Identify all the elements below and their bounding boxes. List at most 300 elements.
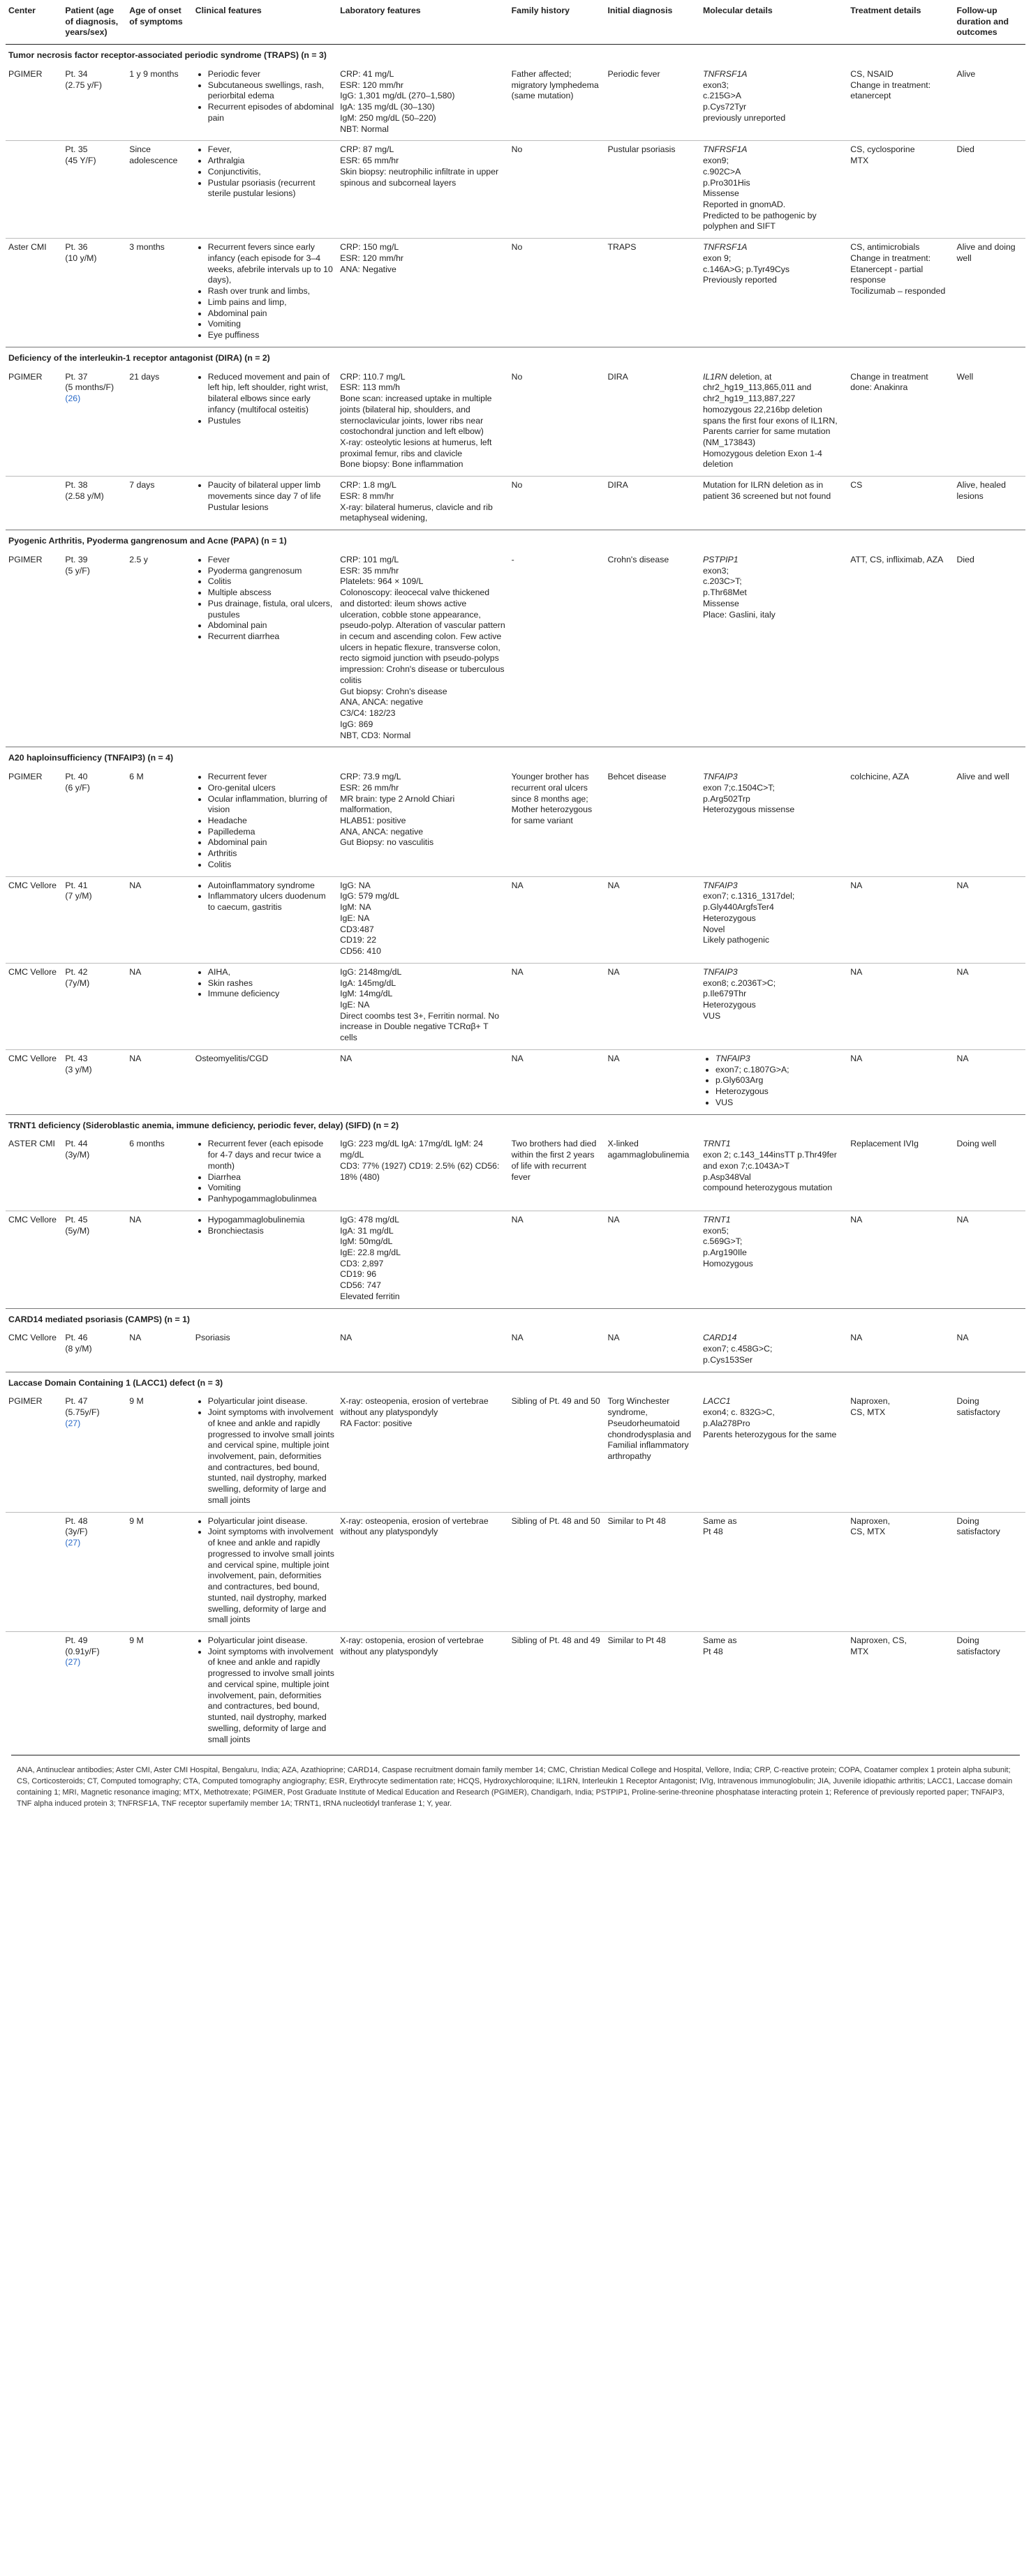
onset-cell bbox=[126, 1049, 193, 1114]
treatment-line: CS, MTX bbox=[850, 1407, 886, 1418]
clinical-feature-item: • Periodic fever bbox=[208, 69, 334, 80]
patient-line: (3y/M) bbox=[65, 1150, 90, 1160]
molecular-line: Pt 48 bbox=[702, 1527, 723, 1537]
followup-outcome: Doing satisfactory bbox=[956, 1396, 1000, 1418]
patient-cell bbox=[62, 66, 126, 141]
molecular-line: c.203C>T; bbox=[702, 576, 742, 587]
center-cell bbox=[6, 963, 62, 1049]
lab-cell bbox=[337, 1632, 508, 1751]
treatment-line: CS, MTX bbox=[850, 1527, 886, 1537]
molecular-detail-item: • Heterozygous bbox=[715, 1086, 845, 1098]
molecular-line: c.902C>A bbox=[702, 166, 741, 177]
onset-value: 6 M bbox=[129, 772, 144, 782]
lab-line: X-ray: ostopenia, erosion of vertebrae without any platyspondyly bbox=[340, 1635, 484, 1656]
lab-line: X-ray: bilateral humerus, clavicle and rib metaphyseal widening, bbox=[340, 502, 493, 523]
patient-line: Pt. 49 bbox=[65, 1635, 88, 1645]
lab-line: X-ray: osteolytic lesions at humerus, left proximal femur, ribs and clavicle bbox=[340, 437, 492, 458]
molecular-line: Homozygous deletion Exon 1-4 deletion bbox=[702, 448, 822, 470]
patient-cell bbox=[62, 1393, 126, 1512]
patient-line: Pt. 41 bbox=[65, 880, 88, 890]
patient-line: (2.75 y/F) bbox=[65, 80, 102, 90]
lab-line: CRP: 1.8 mg/L bbox=[340, 480, 396, 491]
treatment-line: NA bbox=[850, 880, 863, 890]
clinical-feature-item: • Skin rashes bbox=[208, 978, 334, 989]
clinical-feature-item: • Pyoderma gangrenosum bbox=[208, 566, 334, 577]
onset-cell bbox=[126, 141, 193, 239]
patient-line: Pt. 48 bbox=[65, 1515, 88, 1526]
onset-cell bbox=[126, 1329, 193, 1372]
initial-diagnosis: Similar to Pt 48 bbox=[607, 1515, 666, 1526]
patient-line: (10 y/M) bbox=[65, 253, 97, 263]
molecular-line: exon3; bbox=[702, 565, 729, 576]
patient-cell bbox=[62, 239, 126, 347]
patient-line: (26) bbox=[65, 394, 81, 404]
clinical-feature-item: • Autoinflammatory syndrome bbox=[208, 881, 334, 892]
lab-line: ANA, ANCA: negative bbox=[340, 826, 424, 837]
onset-value: 7 days bbox=[129, 480, 155, 491]
onset-value: Since adolescence bbox=[129, 144, 178, 166]
treatment-line: CS, antimicrobials bbox=[850, 242, 920, 253]
clinical-feature-list bbox=[195, 881, 334, 913]
lab-line: Bone biopsy: Bone inflammation bbox=[340, 459, 463, 470]
clinical-feature-item: • Pustules bbox=[208, 416, 334, 427]
family-history: No bbox=[511, 144, 523, 155]
center-name: CMC Vellore bbox=[8, 1214, 57, 1225]
onset-value: 9 M bbox=[129, 1396, 144, 1407]
clinical-feature-list bbox=[195, 69, 334, 124]
initial-diagnosis: Pustular psoriasis bbox=[607, 144, 676, 155]
section-header-row bbox=[6, 45, 1025, 66]
treatment-line: Replacement IVIg bbox=[850, 1139, 919, 1149]
followup-cell bbox=[954, 551, 1025, 747]
treatment-line: MTX bbox=[850, 1646, 869, 1656]
patient-line: (5 months/F) bbox=[65, 382, 114, 393]
molecular-line: Same as bbox=[702, 1635, 737, 1645]
molecular-line: Predicted to be pathogenic by polyphen and SIFT bbox=[702, 210, 817, 232]
lab-line: CD3: 2,897 bbox=[340, 1258, 384, 1268]
initial-diagnosis: NA bbox=[607, 1333, 620, 1343]
family-history-cell bbox=[509, 1211, 605, 1308]
molecular-line: exon8; c.2036T>C; bbox=[702, 978, 776, 988]
initial-diagnosis: Behcet disease bbox=[607, 772, 667, 782]
lab-cell bbox=[337, 1049, 508, 1114]
lab-line: IgA: 135 mg/dL (30–130) bbox=[340, 102, 435, 112]
family-history-cell bbox=[509, 963, 605, 1049]
table-row bbox=[6, 876, 1025, 963]
family-history-cell bbox=[509, 1632, 605, 1751]
followup-cell bbox=[954, 239, 1025, 347]
lab-line: Platelets: 964 × 109/L bbox=[340, 576, 424, 587]
family-history: Father affected; migratory lymphedema (same mutation) bbox=[511, 68, 599, 101]
header-row bbox=[6, 3, 1025, 45]
molecular-line: Pt 48 bbox=[702, 1646, 723, 1656]
initial-diagnosis-cell bbox=[604, 551, 700, 747]
center-name: PGIMER bbox=[8, 1396, 43, 1407]
followup-outcome: NA bbox=[956, 966, 969, 977]
lab-line: RA Factor: positive bbox=[340, 1418, 413, 1428]
patient-line: Pt. 40 bbox=[65, 772, 88, 782]
gene-symbol: IL1RN bbox=[702, 371, 727, 382]
clinical-feature-item: • Inflammatory ulcers duodenum to caecum, gastritis bbox=[208, 891, 334, 913]
lab-line: X-ray: osteopenia, erosion of vertebrae without any platyspondyly bbox=[340, 1515, 489, 1537]
followup-cell bbox=[954, 1632, 1025, 1751]
patient-cell bbox=[62, 876, 126, 963]
header-cell: Patient (age of diagnosis, years/sex) bbox=[62, 3, 126, 45]
center-name: ASTER CMI bbox=[8, 1139, 55, 1149]
molecular-line: p.Gly440ArgfsTer4 bbox=[702, 902, 774, 913]
lab-line: IgG: 869 bbox=[340, 719, 373, 729]
patient-cell bbox=[62, 768, 126, 876]
molecular-line: TRNT1 bbox=[702, 1214, 731, 1225]
treatment-line: NA bbox=[850, 966, 863, 977]
table-row bbox=[6, 1512, 1025, 1631]
clinical-feature-list bbox=[195, 242, 334, 341]
center-cell bbox=[6, 1049, 62, 1114]
initial-diagnosis-cell bbox=[604, 1393, 700, 1512]
table-row bbox=[6, 1135, 1025, 1211]
lab-cell bbox=[337, 963, 508, 1049]
clinical-feature-item: • Hypogammaglobulinemia bbox=[208, 1215, 334, 1226]
molecular-line: p.Arg502Trp bbox=[702, 793, 750, 804]
patient-line: (27) bbox=[65, 1538, 81, 1548]
lab-line: Colonoscopy: ileocecal valve thickened and distorted: ileum shows active ulceration, cobble stone appearance, pseudo-polyp. Alteration of vascular pattern in cecum and ascending colon. Few active ulcers in hepatic flexure, transverse colon, recto sigmoid junction with pseudo-polyps impression: Crohn's disease or tuberculous colitis bbox=[340, 587, 505, 685]
onset-value: 6 months bbox=[129, 1139, 165, 1149]
molecular-line: Parents heterozygous for the same bbox=[702, 1429, 837, 1439]
lab-line: NA bbox=[340, 1053, 353, 1063]
patient-line: Pt. 43 bbox=[65, 1053, 88, 1063]
initial-diagnosis: DIRA bbox=[607, 371, 628, 382]
followup-outcome: Alive and doing well bbox=[956, 242, 1016, 263]
center-name: PGIMER bbox=[8, 772, 43, 782]
header-cell: Center bbox=[6, 3, 62, 45]
section-header-row bbox=[6, 347, 1025, 368]
lab-line: Bone scan: increased uptake in multiple joints (bilateral hip, shoulders, and sternoclavicular joints, lower ribs near costochondral junction and left elbow) bbox=[340, 394, 492, 437]
center-cell bbox=[6, 477, 62, 530]
family-history: Sibling of Pt. 49 and 50 bbox=[511, 1396, 600, 1407]
lab-cell bbox=[337, 1512, 508, 1631]
initial-diagnosis: NA bbox=[607, 1214, 620, 1225]
molecular-detail-item: • TNFAIP3 bbox=[715, 1054, 845, 1065]
clinical-feature-item: • Vomiting bbox=[208, 1183, 334, 1194]
header-cell: Initial diagnosis bbox=[604, 3, 700, 45]
clinical-feature-item: • Headache bbox=[208, 816, 334, 827]
clinical-cell bbox=[193, 551, 337, 747]
followup-outcome: NA bbox=[956, 1333, 969, 1343]
lab-line: X-ray: osteopenia, erosion of vertebrae without any platyspondyly bbox=[340, 1396, 489, 1418]
treatment-line: Naproxen, bbox=[850, 1515, 891, 1526]
patient-line: (27) bbox=[65, 1657, 81, 1668]
molecular-line: Same as bbox=[702, 1515, 737, 1526]
initial-diagnosis-cell bbox=[604, 66, 700, 141]
clinical-feature-item: • Polyarticular joint disease. bbox=[208, 1396, 334, 1407]
onset-value: 21 days bbox=[129, 371, 160, 382]
lab-line: CD3: 77% (1927) CD19: 2.5% (62) CD56: 18% (480) bbox=[340, 1160, 500, 1182]
lab-line: CRP: 73.9 mg/L bbox=[340, 772, 401, 782]
molecular-line: c.569G>T; bbox=[702, 1236, 743, 1247]
treatment-line: CS, NSAID bbox=[850, 68, 893, 79]
clinical-feature-item: • Abdominal pain bbox=[208, 837, 334, 848]
onset-cell bbox=[126, 1512, 193, 1631]
treatment-line: NA bbox=[850, 1214, 863, 1225]
initial-diagnosis: Similar to Pt 48 bbox=[607, 1635, 666, 1645]
family-history: NA bbox=[511, 966, 524, 977]
clinical-feature-list bbox=[195, 372, 334, 427]
clinical-cell bbox=[193, 66, 337, 141]
patient-line: Pt. 46 bbox=[65, 1333, 88, 1343]
followup-cell bbox=[954, 963, 1025, 1049]
lab-line: IgG: 478 mg/dL bbox=[340, 1214, 399, 1225]
patient-cell bbox=[62, 368, 126, 477]
table-row bbox=[6, 1329, 1025, 1372]
patient-line: (7 y/M) bbox=[65, 891, 92, 901]
family-history-cell bbox=[509, 368, 605, 477]
molecular-line: exon9; bbox=[702, 156, 729, 166]
treatment-cell bbox=[847, 239, 954, 347]
lab-line: Elevated ferritin bbox=[340, 1291, 400, 1301]
molecular-line: p.Cys153Ser bbox=[702, 1354, 753, 1365]
lab-line: CD56: 410 bbox=[340, 946, 381, 957]
lab-line: IgM: 250 mg/dL (50–220) bbox=[340, 112, 436, 123]
lab-line: IgE: 22.8 mg/dL bbox=[340, 1247, 401, 1257]
molecular-cell bbox=[700, 768, 847, 876]
followup-outcome: Doing satisfactory bbox=[956, 1635, 1000, 1656]
initial-diagnosis: X-linked agammaglobulinemia bbox=[607, 1139, 690, 1160]
clinical-feature-list bbox=[195, 772, 334, 871]
treatment-cell bbox=[847, 876, 954, 963]
lab-line: CD19: 22 bbox=[340, 935, 377, 945]
clinical-feature-item: • Polyarticular joint disease. bbox=[208, 1635, 334, 1647]
onset-cell bbox=[126, 1211, 193, 1308]
molecular-line: CARD14 bbox=[702, 1333, 737, 1343]
clinical-feature-item: • Recurrent diarrhea bbox=[208, 631, 334, 643]
onset-value: 3 months bbox=[129, 242, 165, 253]
treatment-cell bbox=[847, 768, 954, 876]
molecular-detail-item: • exon7; c.1807G>A; bbox=[715, 1065, 845, 1076]
molecular-line: p.Asp348Val bbox=[702, 1171, 751, 1182]
initial-diagnosis: Crohn's disease bbox=[607, 554, 669, 564]
family-history: NA bbox=[511, 880, 524, 890]
followup-cell bbox=[954, 141, 1025, 239]
followup-cell bbox=[954, 768, 1025, 876]
onset-value: 9 M bbox=[129, 1635, 144, 1645]
lab-line: CRP: 101 mg/L bbox=[340, 554, 399, 564]
family-history-cell bbox=[509, 1049, 605, 1114]
treatment-line: Naproxen, bbox=[850, 1396, 891, 1407]
initial-diagnosis-cell bbox=[604, 1632, 700, 1751]
treatment-line: CS bbox=[850, 480, 863, 491]
patient-line: (6 y/F) bbox=[65, 782, 90, 793]
header-cell: Molecular details bbox=[700, 3, 847, 45]
onset-cell bbox=[126, 551, 193, 747]
followup-cell bbox=[954, 1393, 1025, 1512]
onset-value: NA bbox=[129, 1333, 142, 1343]
molecular-line: exon3; bbox=[702, 80, 729, 90]
initial-diagnosis: DIRA bbox=[607, 480, 628, 491]
patient-line: Pt. 38 bbox=[65, 480, 88, 491]
molecular-cell bbox=[700, 876, 847, 963]
table-row bbox=[6, 768, 1025, 876]
onset-cell bbox=[126, 1632, 193, 1751]
lab-cell bbox=[337, 768, 508, 876]
molecular-line: and exon 7;c.1043A>T bbox=[702, 1160, 790, 1171]
clinical-feature-item: • Recurrent fever bbox=[208, 772, 334, 783]
molecular-line: TNFAIP3 bbox=[702, 772, 738, 782]
lab-line: IgM: NA bbox=[340, 902, 371, 913]
clinical-cell bbox=[193, 1329, 337, 1372]
molecular-cell bbox=[700, 1512, 847, 1631]
lab-cell bbox=[337, 66, 508, 141]
molecular-line: p.Ile679Thr bbox=[702, 989, 747, 999]
patient-cell bbox=[62, 1211, 126, 1308]
center-name: PGIMER bbox=[8, 68, 43, 79]
molecular-line: Reported in gnomAD. bbox=[702, 200, 786, 210]
family-history: NA bbox=[511, 1333, 524, 1343]
lab-line: HLAB51: positive bbox=[340, 816, 406, 825]
treatment-line: Change in treatment: etanercept bbox=[850, 80, 931, 101]
clinical-cell bbox=[193, 1135, 337, 1211]
molecular-line: Likely pathogenic bbox=[702, 935, 769, 945]
section-title: Pyogenic Arthritis, Pyoderma gangrenosum and Acne (PAPA) (n = 1) bbox=[6, 530, 1025, 551]
onset-value: NA bbox=[129, 1053, 142, 1063]
section-header-row bbox=[6, 1372, 1025, 1393]
molecular-line: TNFAIP3 bbox=[702, 880, 738, 890]
center-cell bbox=[6, 66, 62, 141]
lab-line: IgE: NA bbox=[340, 913, 370, 923]
family-history-cell bbox=[509, 477, 605, 530]
clinical-feature-item: • Diarrhea bbox=[208, 1172, 334, 1183]
treatment-cell bbox=[847, 1512, 954, 1631]
clinical-table bbox=[6, 3, 1025, 1751]
lab-cell bbox=[337, 1135, 508, 1211]
clinical-feature-item: • Recurrent episodes of abdominal pain bbox=[208, 102, 334, 123]
clinical-cell bbox=[193, 963, 337, 1049]
molecular-line: TNFRSF1A bbox=[702, 68, 748, 79]
molecular-line: Novel bbox=[702, 924, 725, 934]
clinical-feature-item: • Pustular psoriasis (recurrent sterile pustular lesions) bbox=[208, 178, 334, 200]
initial-diagnosis-cell bbox=[604, 368, 700, 477]
section-header-row bbox=[6, 1308, 1025, 1329]
clinical-feature-list bbox=[195, 144, 334, 200]
family-history-cell bbox=[509, 66, 605, 141]
followup-outcome: Alive, healed lesions bbox=[956, 480, 1006, 501]
clinical-feature-item: • Joint symptoms with involvement of knee and ankle and rapidly progressed to involve small joints and cervical spine, multiple joint involvement, pain, deformities and contractures, bed bound, stunted, nail dystrophy, marked swelling, deformity of large and small joints bbox=[208, 1647, 334, 1746]
molecular-detail-item: • p.Gly603Arg bbox=[715, 1075, 845, 1086]
onset-cell bbox=[126, 368, 193, 477]
molecular-cell bbox=[700, 1393, 847, 1512]
section-header-row bbox=[6, 747, 1025, 768]
molecular-line: p.Ala278Pro bbox=[702, 1418, 750, 1428]
patient-line: Pt. 45 bbox=[65, 1214, 88, 1225]
molecular-line: Missense bbox=[702, 188, 739, 199]
clinical-cell bbox=[193, 1512, 337, 1631]
clinical-feature-item: • Fever, bbox=[208, 144, 334, 156]
initial-diagnosis: Torg Winchester syndrome, Pseudorheumatoid chondrodysplasia and Familial inflammatory arthropathy bbox=[607, 1396, 692, 1461]
treatment-line: NA bbox=[850, 1333, 863, 1343]
center-cell bbox=[6, 141, 62, 239]
patient-line: Pt. 42 bbox=[65, 966, 88, 977]
clinical-feature-item: • Arthritis bbox=[208, 848, 334, 860]
treatment-cell bbox=[847, 1211, 954, 1308]
initial-diagnosis-cell bbox=[604, 477, 700, 530]
followup-cell bbox=[954, 1135, 1025, 1211]
table-row bbox=[6, 551, 1025, 747]
clinical-cell bbox=[193, 1632, 337, 1751]
family-history-cell bbox=[509, 876, 605, 963]
header-cell: Clinical features bbox=[193, 3, 337, 45]
molecular-detail-item: • VUS bbox=[715, 1098, 845, 1109]
treatment-line: Naproxen, CS, bbox=[850, 1635, 907, 1645]
lab-cell bbox=[337, 876, 508, 963]
family-history: Younger brother has recurrent oral ulcers since 8 months age; Mother heterozygous for same variant bbox=[511, 772, 593, 825]
molecular-line: TRNT1 bbox=[702, 1139, 731, 1149]
clinical-feature-item: • Reduced movement and pain of left hip, left shoulder, right wrist, bilateral elbows since early infancy (multifocal osteitis) bbox=[208, 372, 334, 416]
clinical-feature-item: • Limb pains and limp, bbox=[208, 297, 334, 308]
molecular-line: TNFRSF1A bbox=[702, 144, 748, 155]
table-row bbox=[6, 368, 1025, 477]
lab-line: IgG: NA bbox=[340, 880, 371, 890]
molecular-line: TNFRSF1A bbox=[702, 242, 748, 253]
treatment-line: NA bbox=[850, 1053, 863, 1063]
clinical-feature-list bbox=[195, 1215, 334, 1236]
treatment-cell bbox=[847, 1632, 954, 1751]
molecular-line: TNFAIP3 bbox=[702, 966, 738, 977]
clinical-feature: Psoriasis bbox=[195, 1333, 230, 1343]
patient-line: (3y/F) bbox=[65, 1527, 88, 1537]
clinical-feature-item: • Vomiting bbox=[208, 319, 334, 330]
lab-line: CD19: 96 bbox=[340, 1269, 377, 1280]
lab-cell bbox=[337, 368, 508, 477]
followup-outcome: Well bbox=[956, 371, 974, 382]
family-history-cell bbox=[509, 551, 605, 747]
molecular-cell bbox=[700, 1211, 847, 1308]
treatment-line: ATT, CS, infliximab, AZA bbox=[850, 554, 944, 564]
onset-cell bbox=[126, 1393, 193, 1512]
clinical-feature-item: • Polyarticular joint disease. bbox=[208, 1516, 334, 1527]
initial-diagnosis-cell bbox=[604, 1135, 700, 1211]
header-cell: Laboratory features bbox=[337, 3, 508, 45]
patient-line: Pt. 39 bbox=[65, 554, 88, 564]
patient-line: (5.75y/F) bbox=[65, 1407, 100, 1418]
table-row bbox=[6, 1632, 1025, 1751]
table-row bbox=[6, 141, 1025, 239]
patient-line: Pt. 35 bbox=[65, 144, 88, 155]
molecular-cell bbox=[700, 1135, 847, 1211]
initial-diagnosis: NA bbox=[607, 1053, 620, 1063]
lab-line: ESR: 120 mm/hr bbox=[340, 80, 404, 90]
treatment-line: MTX bbox=[850, 156, 869, 166]
molecular-line: Heterozygous bbox=[702, 913, 756, 923]
patient-line: Pt. 36 bbox=[65, 242, 88, 253]
lab-line: ESR: 65 mm/hr bbox=[340, 156, 399, 166]
clinical-feature-item: • Recurrent fever (each episode for 4-7 days and recur twice a month) bbox=[208, 1139, 334, 1171]
family-history: NA bbox=[511, 1214, 524, 1225]
clinical-cell bbox=[193, 1211, 337, 1308]
clinical-cell bbox=[193, 1049, 337, 1114]
molecular-line: Heterozygous missense bbox=[702, 804, 795, 815]
followup-outcome: Died bbox=[956, 554, 974, 564]
family-history: Sibling of Pt. 48 and 50 bbox=[511, 1515, 600, 1526]
lab-cell bbox=[337, 239, 508, 347]
molecular-line: Place: Gaslini, italy bbox=[702, 609, 776, 620]
molecular-line: Heterozygous bbox=[702, 1000, 756, 1010]
onset-value: 2.5 y bbox=[129, 554, 148, 564]
patient-cell bbox=[62, 1512, 126, 1631]
molecular-line: previously unreported bbox=[702, 112, 786, 123]
clinical-feature-item: • Subcutaneous swellings, rash, periorbital edema bbox=[208, 80, 334, 102]
lab-line: ESR: 113 mm/h bbox=[340, 382, 401, 393]
clinical-feature-item: • AIHA, bbox=[208, 967, 334, 978]
clinical-feature-item: • Colitis bbox=[208, 860, 334, 871]
